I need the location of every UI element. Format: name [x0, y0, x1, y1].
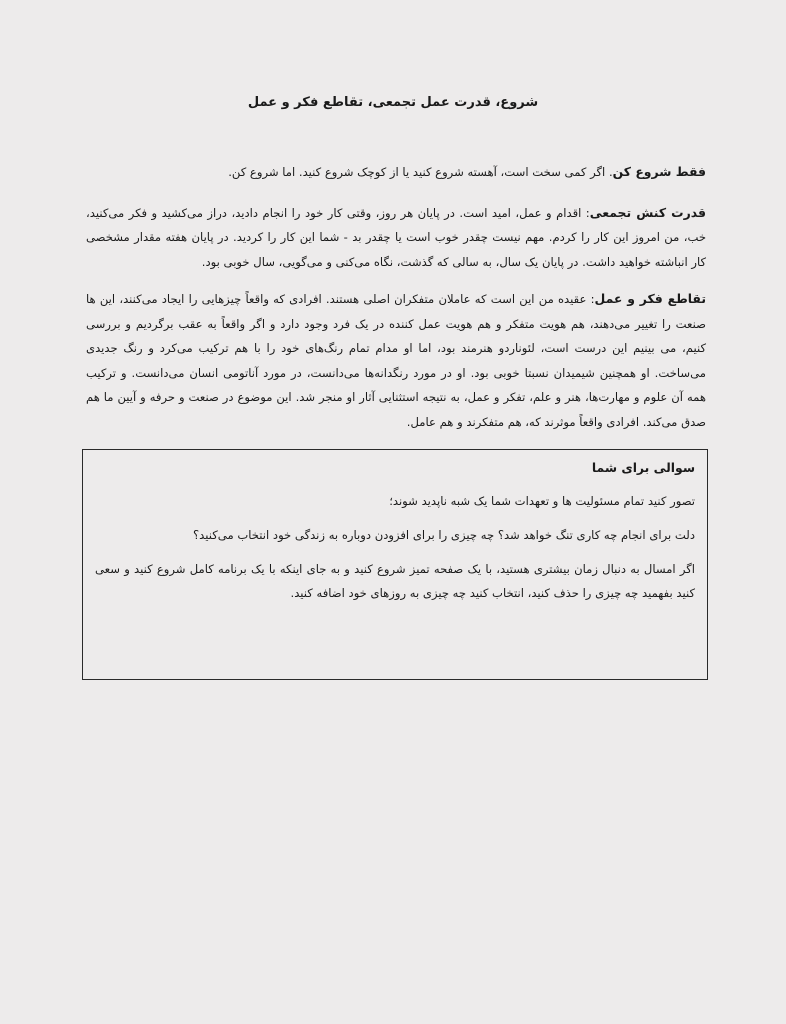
questions-box	[82, 449, 708, 680]
document-body	[86, 160, 706, 434]
paragraph-collective-action	[86, 201, 706, 275]
paragraph-lead: فقط شروع کن	[612, 164, 706, 179]
question-item: اگر امسال به دنبال زمان بیشتری هستید، با یک صفحه تمیز شروع کنید و به جای اینکه با یک برنامه کامل شروع کنید و سعی کنید بفهمید چه چیزی را حذف کنید، انتخاب کنید چه چیزی به روزهای خود اضافه کنید.	[95, 562, 695, 600]
question-item: تصور کنید تمام مسئولیت ها و تعهدات شما یک شبه ناپدید شوند؛	[389, 494, 695, 508]
questions-box-title: سوالی برای شما	[591, 460, 695, 475]
paragraph-lead: تقاطع فکر و عمل	[594, 291, 706, 306]
paragraph-text: . اگر کمی سخت است، آهسته شروع کنید یا از کوچک شروع کنید. اما شروع کن.	[228, 165, 613, 179]
paragraph-thought-action	[86, 287, 706, 434]
paragraph-just-start	[86, 160, 706, 185]
paragraph-text: : عقیده من این است که عاملان متفکران اصلی هستند. افرادی که واقعاً چیزهایی را ایجاد می‌کنند، این ها صنعت را تغییر می‌دهند، هم هویت متفکر و هم هویت عمل کننده در یک فرد وجود دارد و اگر واقعاً به عقب برگردیم و بررسی کنیم، می بینیم این درست است، لئوناردو هنرمند بود، اما او مدام تمام رنگ‌های خود را با هم ترکیب می‌کرد و رنگ جدیدی می‌ساخت. او همچنین شیمیدان نسبتا خوبی بود. او در مورد رنگدانه‌ها می‌دانست، در مورد آناتومی انسان می‌دانست. و ترکیب همه آن علوم و مهارت‌ها، هنر و علم، تفکر و عمل، به نتیجه استثنایی آثار او منجر شد. این موضوع در صنعت و حرفه و آیین ما هم صدق می‌کند. افرادی واقعاً موثرند که، هم متفکرند و هم عامل.	[86, 292, 706, 429]
question-item: دلت برای انجام چه کاری تنگ خواهد شد؟ چه چیزی را برای افزودن دوباره به زندگی خود انتخاب می‌کنید؟	[193, 528, 695, 542]
paragraph-lead: قدرت کنش تجمعی	[589, 204, 706, 220]
paragraph-text: : اقدام و عمل، امید است. در پایان هر روز، وقتی کار خود را انجام دادید، دراز می‌کشید و فکر می‌کنید، خب، من امروز این کار را کردم. مهم نیست چقدر خوب است یا چقدر بد - شما این کار را کردید. در پایان هفته مقدار مشخصی کار انباشته خواهید داشت. در پایان یک سال، به سالی که گذشت، نگاه می‌کنی و می‌گویی، سال خوبی بود.	[86, 205, 706, 269]
document-title: شروع، قدرت عمل تجمعی، تقاطع فکر و عمل	[247, 95, 539, 110]
